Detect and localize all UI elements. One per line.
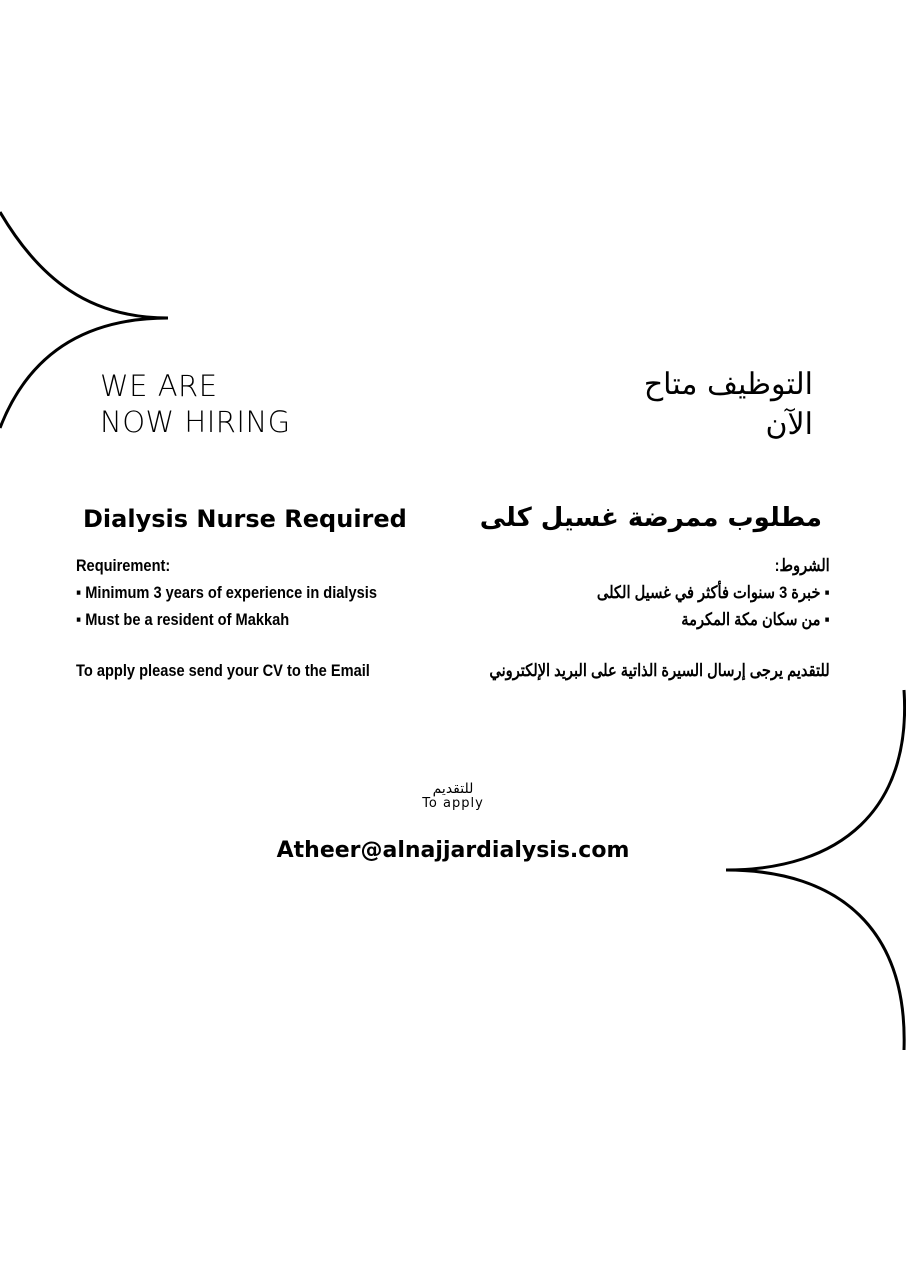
contact-email[interactable]: Atheer@alnajjardialysis.com — [276, 838, 630, 863]
requirement-item-en: ▪ Must be a resident of Makkah — [76, 610, 290, 629]
hiring-heading-ar — [644, 365, 813, 445]
apply-instruction-en: To apply please send your CV to the Email — [76, 661, 370, 680]
job-title-en: Dialysis Nurse Required — [83, 505, 407, 533]
hiring-en-line2: NOW HIRING — [100, 405, 291, 439]
hiring-heading-en — [100, 368, 291, 440]
apply-label-ar: للتقديم — [432, 781, 474, 797]
requirements-en — [76, 552, 377, 633]
requirement-item-ar: ▪ خبرة 3 سنوات فأكثر في غسيل الكلى — [597, 583, 830, 602]
requirements-heading-ar: الشروط: — [774, 556, 830, 575]
apply-instruction-ar: للتقديم يرجى إرسال السيرة الذاتية على البريد الإلكتروني — [489, 661, 830, 680]
hiring-en-line1: WE ARE — [100, 369, 218, 403]
requirements-heading-en: Requirement: — [76, 556, 171, 575]
requirement-item-en: ▪ Minimum 3 years of experience in dialysis — [76, 583, 377, 602]
hiring-ar-line2: الآن — [765, 407, 813, 442]
requirement-item-ar: ▪ من سكان مكة المكرمة — [681, 610, 830, 629]
requirements-ar — [597, 552, 830, 633]
job-title-ar: مطلوب ممرضة غسيل كلى — [479, 503, 822, 533]
apply-label-en: To apply — [422, 796, 484, 811]
hiring-ar-line1: التوظيف متاح — [643, 367, 813, 402]
right-arc-decoration — [726, 690, 905, 1050]
